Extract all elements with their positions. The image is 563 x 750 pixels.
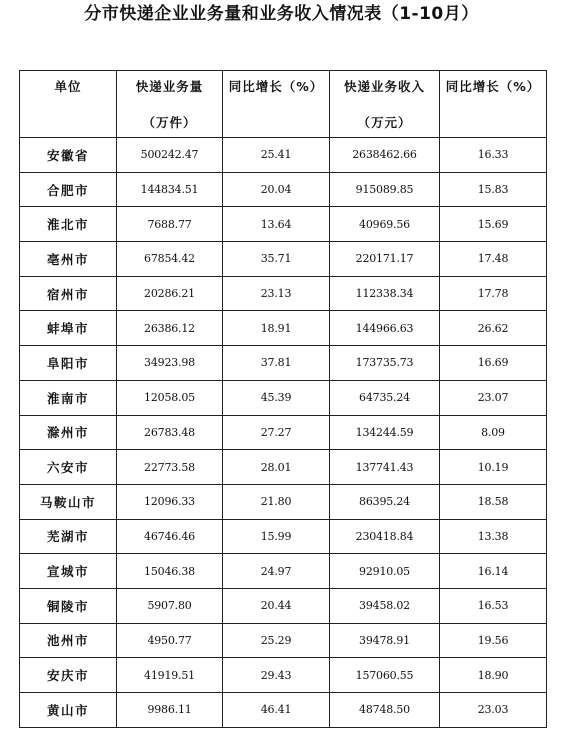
header-row	[20, 71, 547, 138]
cell-volume: 67854.42	[117, 242, 223, 277]
cell-volume-growth: 20.44	[223, 588, 330, 623]
cell-revenue-growth: 17.78	[440, 276, 547, 311]
cell-revenue: 92910.05	[330, 554, 440, 589]
header-volume	[117, 71, 223, 138]
header-revenue	[330, 71, 440, 138]
cell-volume-growth: 21.80	[223, 484, 330, 519]
cell-volume: 34923.98	[117, 346, 223, 381]
cell-unit: 亳州市	[20, 242, 117, 277]
cell-unit: 阜阳市	[20, 346, 117, 381]
cell-revenue: 137741.43	[330, 450, 440, 485]
cell-revenue-growth: 16.69	[440, 346, 547, 381]
cell-volume-growth: 25.29	[223, 623, 330, 658]
header-label: 同比增长（%）	[228, 79, 324, 94]
cell-revenue: 64735.24	[330, 380, 440, 415]
cell-volume-growth: 27.27	[223, 415, 330, 450]
cell-revenue: 915089.85	[330, 172, 440, 207]
cell-volume: 26783.48	[117, 415, 223, 450]
cell-revenue: 144966.63	[330, 311, 440, 346]
cell-volume: 5907.80	[117, 588, 223, 623]
cell-volume: 26386.12	[117, 311, 223, 346]
cell-volume-growth: 29.43	[223, 658, 330, 693]
express-stats-table	[19, 70, 547, 728]
cell-unit: 池州市	[20, 623, 117, 658]
cell-revenue: 220171.17	[330, 242, 440, 277]
header-label: 快递业务收入	[343, 79, 425, 94]
table-body	[20, 138, 547, 728]
page-title: 分市快递企业业务量和业务收入情况表（1-10月）	[84, 4, 479, 24]
cell-revenue-growth: 15.69	[440, 207, 547, 242]
cell-volume: 12096.33	[117, 484, 223, 519]
cell-revenue: 40969.56	[330, 207, 440, 242]
cell-unit: 宣城市	[20, 554, 117, 589]
cell-volume: 22773.58	[117, 450, 223, 485]
cell-volume-growth: 20.04	[223, 172, 330, 207]
table-row	[20, 172, 547, 207]
table-row	[20, 588, 547, 623]
cell-volume-growth: 45.39	[223, 380, 330, 415]
cell-revenue: 112338.34	[330, 276, 440, 311]
cell-volume: 12058.05	[117, 380, 223, 415]
header-sublabel: （万件）	[142, 115, 197, 130]
cell-volume-growth: 25.41	[223, 138, 330, 173]
header-sublabel: （万元）	[357, 115, 412, 130]
cell-unit: 芜湖市	[20, 519, 117, 554]
cell-unit: 马鞍山市	[20, 484, 117, 519]
cell-unit: 安徽省	[20, 138, 117, 173]
cell-volume: 500242.47	[117, 138, 223, 173]
cell-revenue: 134244.59	[330, 415, 440, 450]
cell-unit: 六安市	[20, 450, 117, 485]
cell-volume-growth: 23.13	[223, 276, 330, 311]
cell-revenue-growth: 13.38	[440, 519, 547, 554]
cell-unit: 黄山市	[20, 693, 117, 728]
cell-volume-growth: 24.97	[223, 554, 330, 589]
cell-revenue-growth: 18.90	[440, 658, 547, 693]
cell-volume: 41919.51	[117, 658, 223, 693]
cell-revenue-growth: 15.83	[440, 172, 547, 207]
table-row	[20, 519, 547, 554]
table-row	[20, 415, 547, 450]
header-unit	[20, 71, 117, 138]
cell-revenue: 173735.73	[330, 346, 440, 381]
cell-volume: 9986.11	[117, 693, 223, 728]
cell-volume: 144834.51	[117, 172, 223, 207]
cell-revenue: 230418.84	[330, 519, 440, 554]
table-row	[20, 623, 547, 658]
header-label: 同比增长（%）	[445, 79, 541, 94]
header-revenue-growth	[440, 71, 547, 138]
cell-revenue-growth: 19.56	[440, 623, 547, 658]
cell-unit: 滁州市	[20, 415, 117, 450]
table-row	[20, 138, 547, 173]
table-row	[20, 346, 547, 381]
cell-volume: 4950.77	[117, 623, 223, 658]
cell-unit: 安庆市	[20, 658, 117, 693]
cell-revenue: 157060.55	[330, 658, 440, 693]
table-row	[20, 693, 547, 728]
cell-revenue-growth: 16.14	[440, 554, 547, 589]
cell-volume-growth: 15.99	[223, 519, 330, 554]
cell-volume: 46746.46	[117, 519, 223, 554]
cell-volume-growth: 28.01	[223, 450, 330, 485]
cell-volume-growth: 35.71	[223, 242, 330, 277]
table-row	[20, 276, 547, 311]
header-label: 快递业务量	[135, 79, 204, 94]
cell-unit: 淮北市	[20, 207, 117, 242]
table-row	[20, 380, 547, 415]
cell-unit: 宿州市	[20, 276, 117, 311]
cell-revenue-growth: 23.07	[440, 380, 547, 415]
table-row	[20, 450, 547, 485]
cell-volume-growth: 46.41	[223, 693, 330, 728]
cell-revenue-growth: 10.19	[440, 450, 547, 485]
cell-unit: 淮南市	[20, 380, 117, 415]
cell-revenue-growth: 26.62	[440, 311, 547, 346]
cell-revenue-growth: 8.09	[440, 415, 547, 450]
cell-revenue: 39458.02	[330, 588, 440, 623]
cell-revenue: 86395.24	[330, 484, 440, 519]
cell-revenue-growth: 16.53	[440, 588, 547, 623]
cell-revenue-growth: 17.48	[440, 242, 547, 277]
cell-revenue-growth: 16.33	[440, 138, 547, 173]
cell-volume: 15046.38	[117, 554, 223, 589]
cell-revenue-growth: 23.03	[440, 693, 547, 728]
cell-revenue: 2638462.66	[330, 138, 440, 173]
header-volume-growth	[223, 71, 330, 138]
table-header	[20, 71, 547, 138]
cell-revenue: 48748.50	[330, 693, 440, 728]
table-row	[20, 658, 547, 693]
cell-volume: 20286.21	[117, 276, 223, 311]
cell-volume-growth: 18.91	[223, 311, 330, 346]
cell-volume: 7688.77	[117, 207, 223, 242]
header-label: 单位	[54, 79, 82, 94]
table-row	[20, 311, 547, 346]
table-row	[20, 207, 547, 242]
table-row	[20, 484, 547, 519]
table-row	[20, 242, 547, 277]
cell-unit: 铜陵市	[20, 588, 117, 623]
cell-volume-growth: 37.81	[223, 346, 330, 381]
cell-unit: 合肥市	[20, 172, 117, 207]
cell-revenue-growth: 18.58	[440, 484, 547, 519]
cell-revenue: 39478.91	[330, 623, 440, 658]
table-row	[20, 554, 547, 589]
cell-unit: 蚌埠市	[20, 311, 117, 346]
cell-volume-growth: 13.64	[223, 207, 330, 242]
